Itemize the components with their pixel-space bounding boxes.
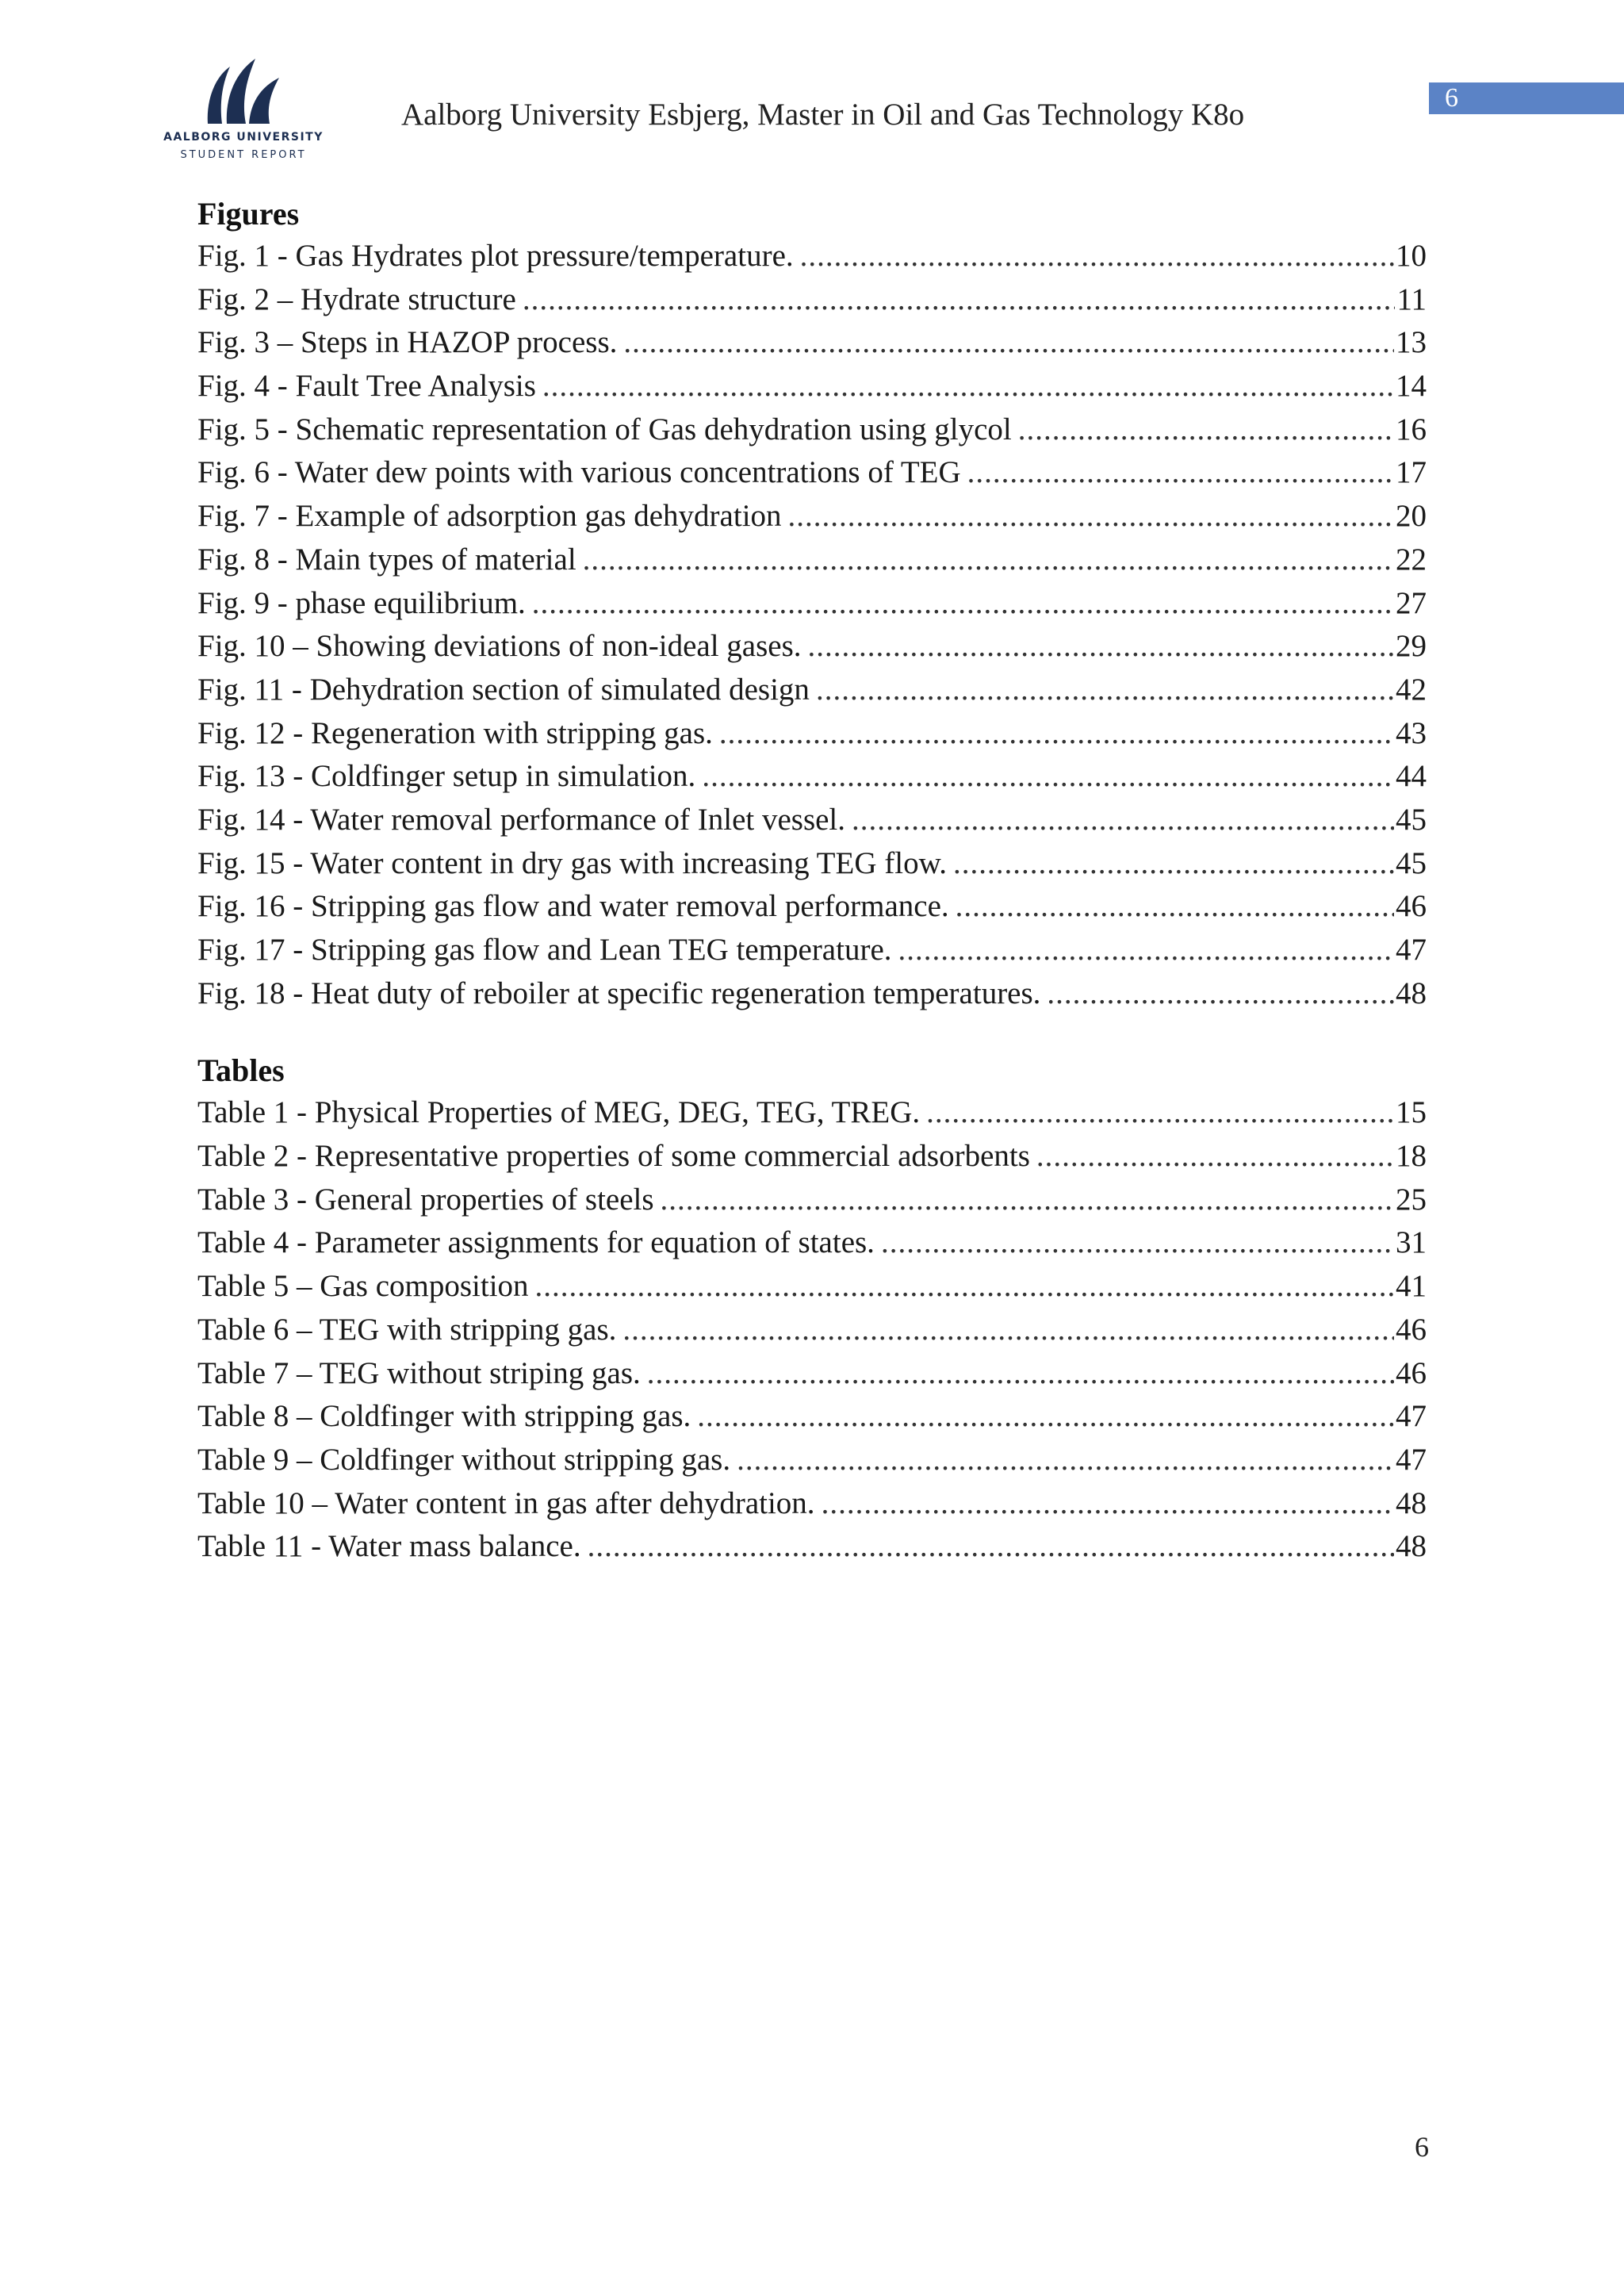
entry-page-number: 47 bbox=[1396, 933, 1427, 967]
figure-entry[interactable] bbox=[197, 625, 1427, 669]
figure-entry[interactable] bbox=[197, 451, 1427, 495]
entry-label: Fig. 5 - Schematic representation of Gas dehydration using glycol bbox=[197, 412, 1012, 447]
entry-label: Fig. 10 – Showing deviations of non-ideal gases. bbox=[197, 629, 802, 664]
figure-entry[interactable] bbox=[197, 755, 1427, 799]
entry-label: Fig. 16 - Stripping gas flow and water removal performance. bbox=[197, 889, 949, 924]
aalborg-wave-icon bbox=[203, 54, 282, 125]
entry-page-number: 46 bbox=[1396, 1312, 1427, 1347]
figure-entry[interactable] bbox=[197, 235, 1427, 278]
entry-label: Table 4 - Parameter assignments for equation of states. bbox=[197, 1225, 875, 1260]
figure-entry[interactable] bbox=[197, 539, 1427, 582]
entry-label: Fig. 1 - Gas Hydrates plot pressure/temperature. bbox=[197, 239, 794, 273]
figure-entry[interactable] bbox=[197, 799, 1427, 842]
entry-page-number: 16 bbox=[1396, 412, 1427, 447]
logo-student-report: STUDENT REPORT bbox=[180, 149, 307, 161]
logo-university-name: AALBORG UNIVERSITY bbox=[163, 131, 324, 144]
entry-page-number: 10 bbox=[1396, 239, 1427, 273]
table-entry[interactable] bbox=[197, 1309, 1427, 1352]
page-number-tab: 6 bbox=[1429, 82, 1624, 114]
entry-label: Table 6 – TEG with stripping gas. bbox=[197, 1312, 617, 1347]
entry-label: Fig. 8 - Main types of material bbox=[197, 542, 576, 577]
figure-entry[interactable] bbox=[197, 495, 1427, 539]
entry-page-number: 29 bbox=[1396, 629, 1427, 664]
entry-label: Fig. 17 - Stripping gas flow and Lean TEG temperature. bbox=[197, 933, 892, 967]
entry-label: Fig. 7 - Example of adsorption gas dehydration bbox=[197, 499, 782, 534]
dot-leader bbox=[719, 712, 1394, 755]
entry-label: Fig. 9 - phase equilibrium. bbox=[197, 585, 526, 620]
entry-label: Table 10 – Water content in gas after dehydration. bbox=[197, 1485, 815, 1520]
entry-page-number: 48 bbox=[1396, 976, 1427, 1010]
figure-entry[interactable] bbox=[197, 972, 1427, 1016]
entry-label: Table 2 - Representative properties of some commercial adsorbents bbox=[197, 1139, 1030, 1174]
figure-entry[interactable] bbox=[197, 669, 1427, 712]
entry-label: Table 1 - Physical Properties of MEG, DEG, TEG, TREG. bbox=[197, 1095, 921, 1130]
entry-page-number: 46 bbox=[1396, 889, 1427, 924]
dot-leader bbox=[898, 929, 1394, 972]
entry-page-number: 22 bbox=[1396, 542, 1427, 577]
entry-page-number: 47 bbox=[1396, 1399, 1427, 1434]
header-title: Aalborg University Esbjerg, Master in Oil and Gas Technology K8o bbox=[401, 98, 1245, 132]
dot-leader bbox=[523, 278, 1396, 321]
dot-leader bbox=[623, 321, 1394, 364]
table-entry[interactable] bbox=[197, 1439, 1427, 1482]
dot-leader bbox=[702, 755, 1394, 798]
entry-label: Fig. 2 – Hydrate structure bbox=[197, 282, 516, 316]
dot-leader bbox=[800, 235, 1394, 278]
dot-leader bbox=[737, 1439, 1394, 1481]
table-entry[interactable] bbox=[197, 1525, 1427, 1569]
table-entry[interactable] bbox=[197, 1179, 1427, 1222]
entry-label: Fig. 11 - Dehydration section of simulated design bbox=[197, 672, 810, 707]
table-entry[interactable] bbox=[197, 1221, 1427, 1265]
entry-page-number: 20 bbox=[1396, 499, 1427, 534]
entry-page-number: 42 bbox=[1396, 672, 1427, 707]
entry-label: Table 11 - Water mass balance. bbox=[197, 1529, 581, 1564]
entry-page-number: 48 bbox=[1396, 1485, 1427, 1520]
figures-section bbox=[197, 194, 1427, 1015]
entry-page-number: 46 bbox=[1396, 1355, 1427, 1390]
figure-entry[interactable] bbox=[197, 365, 1427, 408]
entry-label: Fig. 3 – Steps in HAZOP process. bbox=[197, 325, 618, 360]
figure-entry[interactable] bbox=[197, 712, 1427, 756]
entry-page-number: 15 bbox=[1396, 1095, 1427, 1130]
footer-page-number: 6 bbox=[1415, 2131, 1429, 2163]
dot-leader bbox=[1036, 1135, 1394, 1178]
entry-page-number: 25 bbox=[1396, 1182, 1427, 1217]
table-entry[interactable] bbox=[197, 1265, 1427, 1309]
tables-section bbox=[197, 1050, 1427, 1569]
entry-page-number: 17 bbox=[1396, 455, 1427, 490]
dot-leader bbox=[822, 1482, 1394, 1525]
entry-page-number: 47 bbox=[1396, 1442, 1427, 1477]
entry-page-number: 41 bbox=[1396, 1269, 1427, 1304]
dot-leader bbox=[532, 582, 1394, 625]
entry-label: Fig. 13 - Coldfinger setup in simulation. bbox=[197, 759, 696, 794]
figure-entry[interactable] bbox=[197, 842, 1427, 886]
university-logo bbox=[162, 54, 325, 165]
dot-leader bbox=[588, 1525, 1394, 1568]
entry-page-number: 31 bbox=[1396, 1225, 1427, 1260]
dot-leader bbox=[788, 495, 1394, 538]
dot-leader bbox=[808, 625, 1394, 668]
list-of-figures-and-tables bbox=[197, 194, 1427, 1569]
table-entry[interactable] bbox=[197, 1135, 1427, 1179]
dot-leader bbox=[622, 1309, 1394, 1351]
dot-leader bbox=[647, 1352, 1394, 1395]
entry-page-number: 18 bbox=[1396, 1139, 1427, 1174]
dot-leader bbox=[1047, 972, 1394, 1015]
entry-page-number: 14 bbox=[1396, 369, 1427, 404]
table-entry[interactable] bbox=[197, 1352, 1427, 1396]
dot-leader bbox=[926, 1091, 1394, 1134]
tables-heading: Tables bbox=[197, 1052, 285, 1089]
table-entry[interactable] bbox=[197, 1395, 1427, 1439]
dot-leader bbox=[953, 842, 1394, 885]
dot-leader bbox=[956, 885, 1394, 928]
figures-heading: Figures bbox=[197, 196, 300, 232]
dot-leader bbox=[542, 365, 1394, 408]
figure-entry[interactable] bbox=[197, 321, 1427, 365]
figures-list bbox=[197, 235, 1427, 1015]
entry-page-number: 43 bbox=[1396, 715, 1427, 750]
tables-list bbox=[197, 1091, 1427, 1569]
entry-label: Table 8 – Coldfinger with stripping gas. bbox=[197, 1399, 691, 1434]
dot-leader bbox=[697, 1395, 1394, 1438]
entry-label: Fig. 15 - Water content in dry gas with increasing TEG flow. bbox=[197, 845, 947, 880]
entry-label: Table 5 – Gas composition bbox=[197, 1269, 529, 1304]
entry-label: Fig. 12 - Regeneration with stripping gas. bbox=[197, 715, 713, 750]
entry-page-number: 13 bbox=[1396, 325, 1427, 360]
entry-page-number: 48 bbox=[1396, 1529, 1427, 1564]
entry-label: Fig. 18 - Heat duty of reboiler at specific regeneration temperatures. bbox=[197, 976, 1041, 1010]
dot-leader bbox=[816, 669, 1394, 711]
dot-leader bbox=[661, 1179, 1394, 1221]
dot-leader bbox=[535, 1265, 1394, 1308]
table-entry[interactable] bbox=[197, 1482, 1427, 1526]
dot-leader bbox=[852, 799, 1394, 841]
figure-entry[interactable] bbox=[197, 408, 1427, 452]
entry-page-number: 11 bbox=[1396, 282, 1427, 316]
figure-entry[interactable] bbox=[197, 885, 1427, 929]
entry-label: Fig. 6 - Water dew points with various concentrations of TEG bbox=[197, 455, 961, 490]
figure-entry[interactable] bbox=[197, 929, 1427, 972]
entry-label: Table 7 – TEG without striping gas. bbox=[197, 1355, 641, 1390]
figure-entry[interactable] bbox=[197, 582, 1427, 626]
dot-leader bbox=[583, 539, 1394, 581]
dot-leader bbox=[881, 1221, 1394, 1264]
entry-page-number: 44 bbox=[1396, 759, 1427, 794]
entry-label: Table 3 - General properties of steels bbox=[197, 1182, 654, 1217]
entry-label: Fig. 14 - Water removal performance of Inlet vessel. bbox=[197, 802, 846, 837]
entry-page-number: 45 bbox=[1396, 845, 1427, 880]
entry-page-number: 27 bbox=[1396, 585, 1427, 620]
entry-label: Table 9 – Coldfinger without stripping gas. bbox=[197, 1442, 731, 1477]
table-entry[interactable] bbox=[197, 1091, 1427, 1135]
entry-label: Fig. 4 - Fault Tree Analysis bbox=[197, 369, 536, 404]
dot-leader bbox=[1018, 408, 1394, 451]
dot-leader bbox=[967, 451, 1394, 494]
entry-page-number: 45 bbox=[1396, 802, 1427, 837]
figure-entry[interactable] bbox=[197, 278, 1427, 322]
